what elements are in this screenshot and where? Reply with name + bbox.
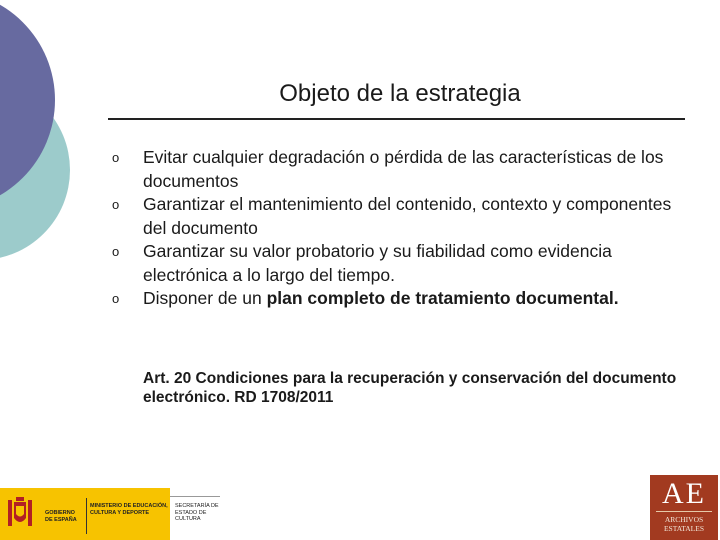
title-underline [108, 118, 685, 120]
logo-divider [86, 498, 87, 534]
secretaria-label: SECRETARÍA DE ESTADO DE CULTURA [175, 503, 219, 522]
bullet-text: Disponer de un [143, 288, 267, 308]
government-logo [0, 488, 240, 540]
slide-title: Objeto de la estrategia [279, 80, 521, 107]
logo-divider [170, 496, 220, 497]
logo-rule [656, 511, 712, 512]
ae-letters: AE [662, 477, 706, 510]
ae-text-2: ESTATALES [663, 524, 705, 533]
bullet-marker: o [112, 244, 120, 259]
bullet-marker: o [112, 150, 120, 165]
archivos-estatales-logo [650, 475, 718, 540]
bullet-marker: o [112, 197, 120, 212]
coat-of-arms-icon [6, 494, 34, 530]
ministerio-label: MINISTERIO DE EDUCACIÓN, CULTURA Y DEPORTE [90, 503, 168, 516]
legal-reference: Art. 20 Condiciones para la recuperación y conservación del documento electrónico. RD 1708/2011 [143, 370, 677, 406]
decorative-circles [0, 0, 120, 300]
bullet-text: Garantizar su valor probatorio y su fiabilidad como evidencia electrónica a lo largo del tiempo. [143, 241, 612, 285]
ae-text-1: ARCHIVOS [664, 515, 704, 524]
bullet-text-bold: plan completo de tratamiento documental. [266, 288, 619, 308]
list-item [112, 193, 692, 240]
list-item [112, 287, 692, 311]
bullet-text: Garantizar el mantenimiento del contenido, contexto y componentes del documento [143, 194, 672, 238]
bullet-marker: o [112, 291, 120, 306]
gobierno-label: GOBIERNO DE ESPAÑA [45, 510, 77, 523]
bullet-list [112, 146, 692, 311]
bullet-text: Evitar cualquier degradación o pérdida de las características de los documentos [143, 147, 664, 191]
list-item [112, 240, 692, 287]
list-item [112, 146, 692, 193]
